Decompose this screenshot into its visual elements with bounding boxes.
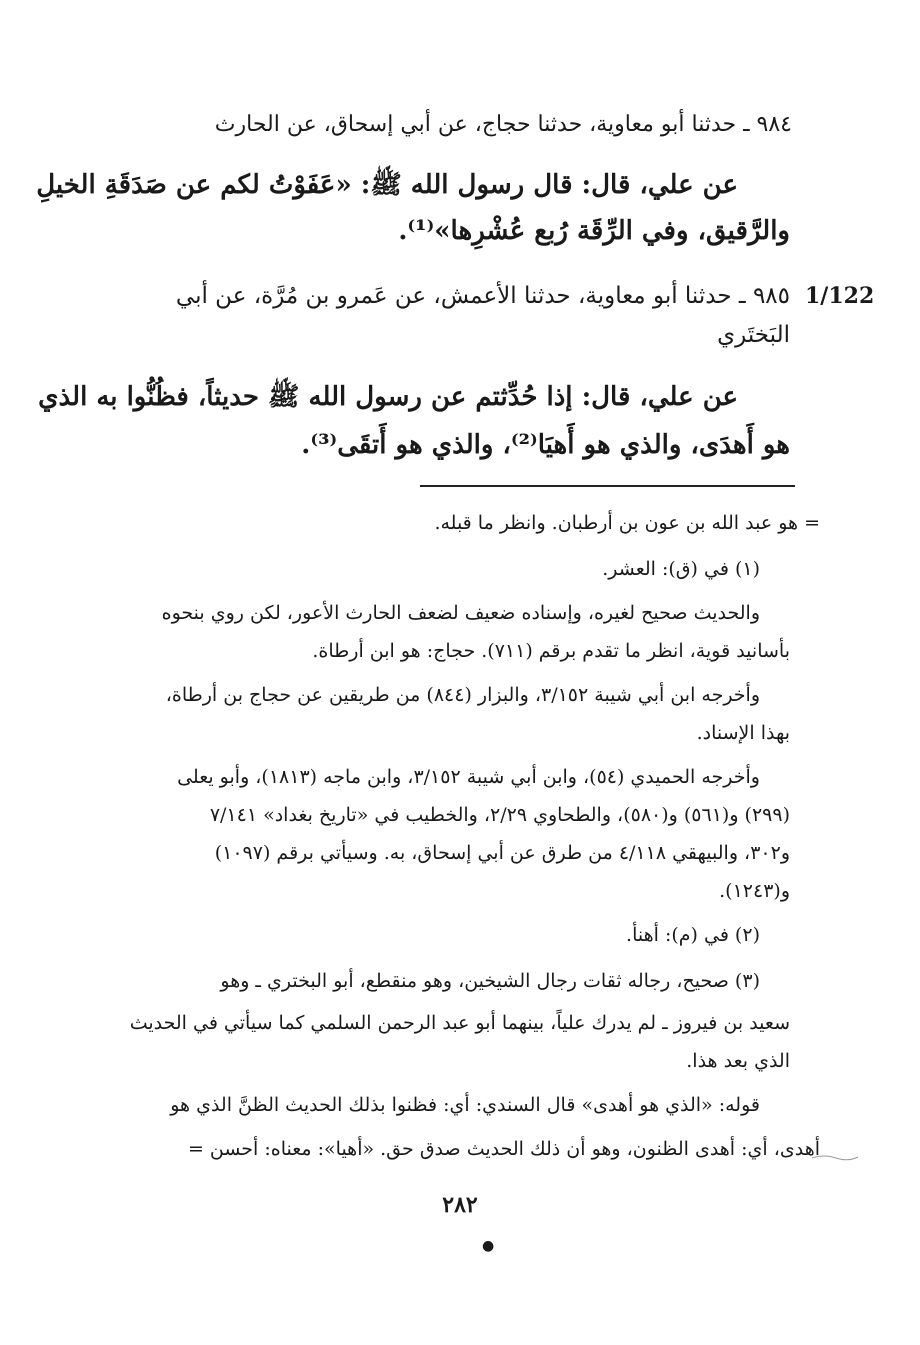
footnote-1-line-3: بأسانيد قوية، انظر ما تقدم برقم (٧١١). حجاج: هو ابن أرطاة. bbox=[312, 640, 790, 662]
footnote-3-line-4: قوله: «الذي هو أهدى» قال السندي: أي: فظنوا بذلك الحديث الظنَّ الذي هو bbox=[170, 1094, 760, 1116]
scan-mark bbox=[810, 1152, 860, 1162]
footnote-2: (٢) في (م): أهنأ. bbox=[626, 924, 760, 946]
footnote-continuation: = هو عبد الله بن عون بن أرطبان. وانظر ما قبله. bbox=[434, 512, 820, 534]
hadith-985-text-1: عن علي، قال: إذا حُدِّثتم عن رسول الله ﷺ حديثاً، فظُنُّوا به الذي bbox=[38, 382, 738, 412]
footnote-1: (١) في (ق): العشر. bbox=[602, 558, 760, 580]
margin-reference: 1/122 bbox=[805, 283, 875, 309]
hadith-985-chain-1: ٩٨٥ ـ حدثنا أبو معاوية، حدثنا الأعمش، عن عَمرو بن مُرَّة، عن أبي bbox=[175, 283, 790, 309]
hadith-984-chain: ٩٨٤ ـ حدثنا أبو معاوية، حدثنا حجاج، عن أبي إسحاق، عن الحارث bbox=[214, 112, 792, 137]
footnote-1-line-5: بهذا الإسناد. bbox=[696, 722, 790, 744]
footnote-divider bbox=[420, 485, 795, 487]
ornament-icon: ● bbox=[482, 1238, 495, 1254]
footnote-1-line-2: والحديث صحيح لغيره، وإسناده ضعيف لضعف الحارث الأعور، لكن روي بنحوه bbox=[161, 602, 760, 624]
footnote-1-line-7: (٢٩٩) و(٥٦١) و(٥٨٠)، والطحاوي ٢/٢٩، والخطيب في «تاريخ بغداد» ٧/١٤١ bbox=[209, 804, 790, 826]
footnote-3-line-2: سعيد بن فيروز ـ لم يدرك علياً، بينهما أبو عبد الرحمن السلمي كما سيأتي في الحديث bbox=[129, 1012, 790, 1034]
footnote-1-line-8: و٣٠٢، والبيهقي ٤/١١٨ من طرق عن أبي إسحاق، به. وسيأتي برقم (١٠٩٧) bbox=[214, 842, 790, 864]
footnote-1-line-9: و(١٢٤٣). bbox=[719, 880, 790, 902]
footnote-1-line-6: وأخرجه الحميدي (٥٤)، وابن أبي شيبة ٣/١٥٢، وابن ماجه (١٨١٣)، وأبو يعلى bbox=[177, 766, 760, 788]
hadith-984-text-1: عن علي، قال: قال رسول الله ﷺ: «عَفَوْتُ لكم عن صَدَقَةِ الخيلِ bbox=[36, 170, 738, 200]
footnote-1-line-4: وأخرجه ابن أبي شيبة ٣/١٥٢، والبزار (٨٤٤) من طريقين عن حجاج بن أرطاة، bbox=[165, 684, 760, 706]
page-number: ٢٨٢ bbox=[442, 1192, 478, 1218]
footnote-3: (٣) صحيح، رجاله ثقات رجال الشيخين، وهو منقطع، أبو البختري ـ وهو bbox=[220, 970, 760, 992]
footnote-3-line-5: أهدى، أي: أهدى الظنون، وهو أن ذلك الحديث صدق حق. «أهيا»: معناه: أحسن = bbox=[187, 1138, 820, 1160]
hadith-984-text-2: والرَّقيق، وفي الرِّقَة رُبع عُشْرِها»⁽¹⁾. bbox=[398, 216, 790, 246]
footnote-3-line-3: الذي بعد هذا. bbox=[686, 1050, 790, 1072]
hadith-985-text-2: هو أَهدَى، والذي هو أَهيَا⁽²⁾، والذي هو أَتقَى⁽³⁾. bbox=[301, 430, 790, 460]
hadith-985-chain-2: البَختَري bbox=[717, 322, 790, 348]
